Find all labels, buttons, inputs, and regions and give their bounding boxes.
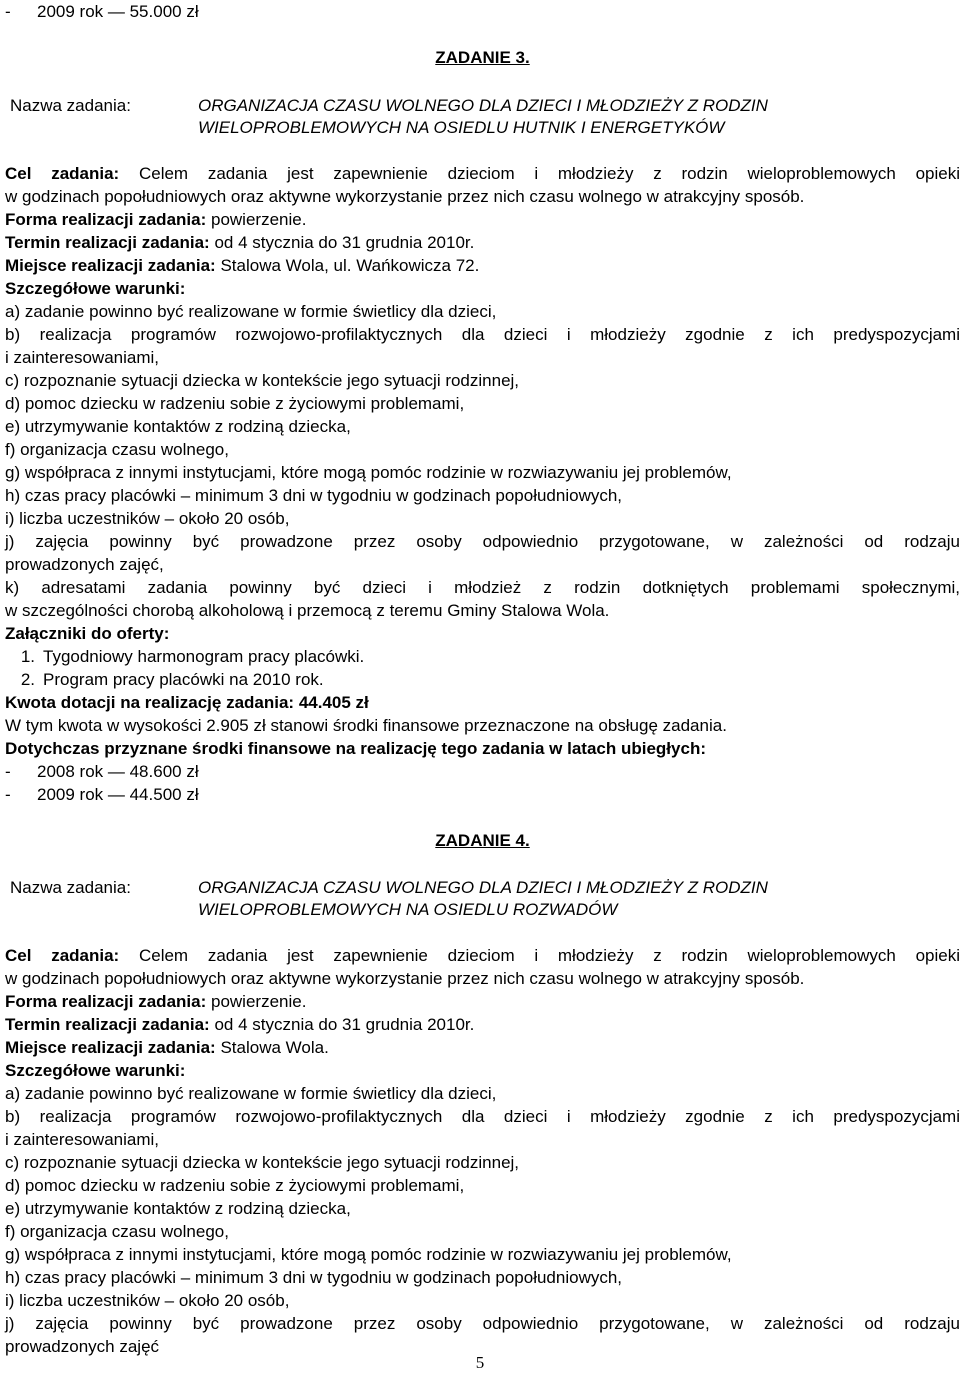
condition-h: h) czas pracy placówki – minimum 3 dni w tygodniu w godzinach popołudniowych,: [5, 1268, 623, 1287]
task-name-value-line-1: ORGANIZACJA CZASU WOLNEGO DLA DZIECI I MŁODZIEŻY Z RODZIN: [198, 878, 768, 897]
condition-f: f) organizacja czasu wolnego,: [5, 440, 229, 459]
condition-i: i) liczba uczestników – około 20 osób,: [5, 1291, 290, 1310]
place-value: Stalowa Wola.: [220, 1038, 329, 1057]
condition-b-line-1: b) realizacja programów rozwojowo-profilaktycznych dla dzieci i młodzieży zgodnie z ich predyspozycjami: [5, 325, 960, 344]
list-dash: -: [5, 785, 11, 804]
condition-e: e) utrzymywanie kontaktów z rodziną dziecka,: [5, 1199, 351, 1218]
attachments-label: Załączniki do oferty:: [5, 624, 170, 643]
goal-label: Cel zadania:: [5, 946, 120, 965]
condition-j-line-2: prowadzonych zajęć,: [5, 555, 164, 574]
form-value: powierzenie.: [210, 210, 307, 229]
condition-k-line-2: w szczególności chorobą alkoholową i przemocą z teremu Gminy Stalowa Wola.: [5, 601, 610, 620]
task-name-label: Nazwa zadania:: [10, 878, 131, 897]
attachment-number: 1.: [20, 647, 35, 666]
condition-a: a) zadanie powinno być realizowane w formie świetlicy dla dzieci,: [5, 302, 497, 321]
condition-k-line-1: k) adresatami zadania powinny być dzieci i młodzież z rodzin dotkniętych problemami społecznymi,: [5, 578, 960, 597]
condition-a: a) zadanie powinno być realizowane w formie świetlicy dla dzieci,: [5, 1084, 497, 1103]
attachment-text: Program pracy placówki na 2010 rok.: [43, 670, 324, 689]
place-label: Miejsce realizacji zadania:: [5, 256, 216, 275]
deadline-value: od 4 stycznia do 31 grudnia 2010r.: [214, 233, 475, 252]
list-dash: -: [5, 2, 11, 21]
task-4-conditions-label: Szczegółowe warunki:: [5, 1061, 186, 1080]
place-value: Stalowa Wola, ul. Wańkowicza 72.: [220, 256, 480, 275]
task-4-goal-line-1: [5, 946, 960, 966]
form-label: Forma realizacji zadania:: [5, 992, 207, 1011]
task-name-value-line-1: ORGANIZACJA CZASU WOLNEGO DLA DZIECI I MŁODZIEŻY Z RODZIN: [198, 96, 768, 115]
condition-b-line-2: i zainteresowaniami,: [5, 348, 160, 367]
funding-history-item: [5, 2, 960, 22]
condition-f: f) organizacja czasu wolnego,: [5, 1222, 229, 1241]
condition-g: g) współpraca z innymi instytucjami, które mogą pomóc rodzinie w rozwiazywaniu jej problemów,: [5, 1245, 732, 1264]
attachment-text: Tygodniowy harmonogram pracy placówki.: [43, 647, 365, 666]
task-3-place-row: [5, 256, 960, 276]
task-4-name-row: [5, 878, 960, 922]
condition-j-line-1: j) zajęcia powinny być prowadzone przez osoby odpowiednio przygotowane, w zależności od rodzaju: [5, 532, 960, 551]
form-label: Forma realizacji zadania:: [5, 210, 207, 229]
attachment-1: [5, 647, 960, 667]
funding-text: 2009 rok — 44.500 zł: [37, 785, 199, 804]
condition-c: c) rozpoznanie sytuacji dziecka w kontekście jego sytuacji rodzinnej,: [5, 371, 520, 390]
condition-g: g) współpraca z innymi instytucjami, które mogą pomóc rodzinie w rozwiazywaniu jej problemów,: [5, 463, 732, 482]
place-label: Miejsce realizacji zadania:: [5, 1038, 216, 1057]
condition-d: d) pomoc dziecku w radzeniu sobie z życiowymi problemami,: [5, 1176, 465, 1195]
task-name-value-line-2: WIELOPROBLEMOWYCH NA OSIEDLU ROZWADÓW: [198, 900, 618, 919]
condition-j-line-2: prowadzonych zajęć: [5, 1337, 160, 1356]
previous-funding-label: Dotychczas przyznane środki finansowe na realizację tego zadania w latach ubiegłych:: [5, 739, 706, 758]
task-3-goal-line-1: [5, 164, 960, 184]
previous-funding-2008: [5, 762, 960, 782]
task-3-form-row: [5, 210, 960, 230]
task-4-place-row: [5, 1038, 960, 1058]
grant-amount: Kwota dotacji na realizację zadania: 44.405 zł: [5, 693, 369, 712]
task-4-deadline-row: [5, 1015, 960, 1035]
task-4-goal-line-2: w godzinach popołudniowych oraz aktywne wykorzystanie przez nich czasu wolnego w atrakcyjny sposób.: [5, 969, 805, 988]
condition-i: i) liczba uczestników – około 20 osób,: [5, 509, 290, 528]
previous-funding-2009: [5, 785, 960, 805]
task-3-conditions-label: Szczegółowe warunki:: [5, 279, 186, 298]
form-value: powierzenie.: [210, 992, 307, 1011]
goal-text: Celem zadania jest zapewnienie dzieciom i młodzieży z rodzin wieloproblemowych opieki: [138, 164, 960, 183]
goal-text: Celem zadania jest zapewnienie dzieciom i młodzieży z rodzin wieloproblemowych opieki: [138, 946, 960, 965]
task-3-name-row: [5, 96, 960, 140]
condition-e: e) utrzymywanie kontaktów z rodziną dziecka,: [5, 417, 351, 436]
deadline-label: Termin realizacji zadania:: [5, 233, 210, 252]
goal-label: Cel zadania:: [5, 164, 120, 183]
condition-c: c) rozpoznanie sytuacji dziecka w kontekście jego sytuacji rodzinnej,: [5, 1153, 520, 1172]
deadline-value: od 4 stycznia do 31 grudnia 2010r.: [214, 1015, 475, 1034]
grant-admin-amount: W tym kwota w wysokości 2.905 zł stanowi środki finansowe przeznaczone na obsługę zadania.: [5, 716, 727, 735]
task-3-goal-line-2: w godzinach popołudniowych oraz aktywne wykorzystanie przez nich czasu wolnego w atrakcyjny sposób.: [5, 187, 805, 206]
task-name-label: Nazwa zadania:: [10, 96, 131, 115]
condition-h: h) czas pracy placówki – minimum 3 dni w tygodniu w godzinach popołudniowych,: [5, 486, 623, 505]
page-number: 5: [475, 1353, 485, 1372]
task-name-value-line-2: WIELOPROBLEMOWYCH NA OSIEDLU HUTNIK I ENERGETYKÓW: [198, 118, 725, 137]
list-dash: -: [5, 762, 11, 781]
condition-d: d) pomoc dziecku w radzeniu sobie z życiowymi problemami,: [5, 394, 465, 413]
funding-history-text: 2009 rok — 55.000 zł: [37, 2, 199, 21]
deadline-label: Termin realizacji zadania:: [5, 1015, 210, 1034]
funding-text: 2008 rok — 48.600 zł: [37, 762, 199, 781]
attachment-number: 2.: [20, 670, 35, 689]
task-4-form-row: [5, 992, 960, 1012]
condition-b-line-2: i zainteresowaniami,: [5, 1130, 160, 1149]
condition-b-line-1: b) realizacja programów rozwojowo-profilaktycznych dla dzieci i młodzieży zgodnie z ich predyspozycjami: [5, 1107, 960, 1126]
task-4-heading: ZADANIE 4.: [435, 831, 530, 850]
task-3-heading: ZADANIE 3.: [435, 48, 530, 67]
task-3-deadline-row: [5, 233, 960, 253]
attachment-2: [5, 670, 960, 690]
condition-j-line-1: j) zajęcia powinny być prowadzone przez osoby odpowiednio przygotowane, w zależności od rodzaju: [5, 1314, 960, 1333]
